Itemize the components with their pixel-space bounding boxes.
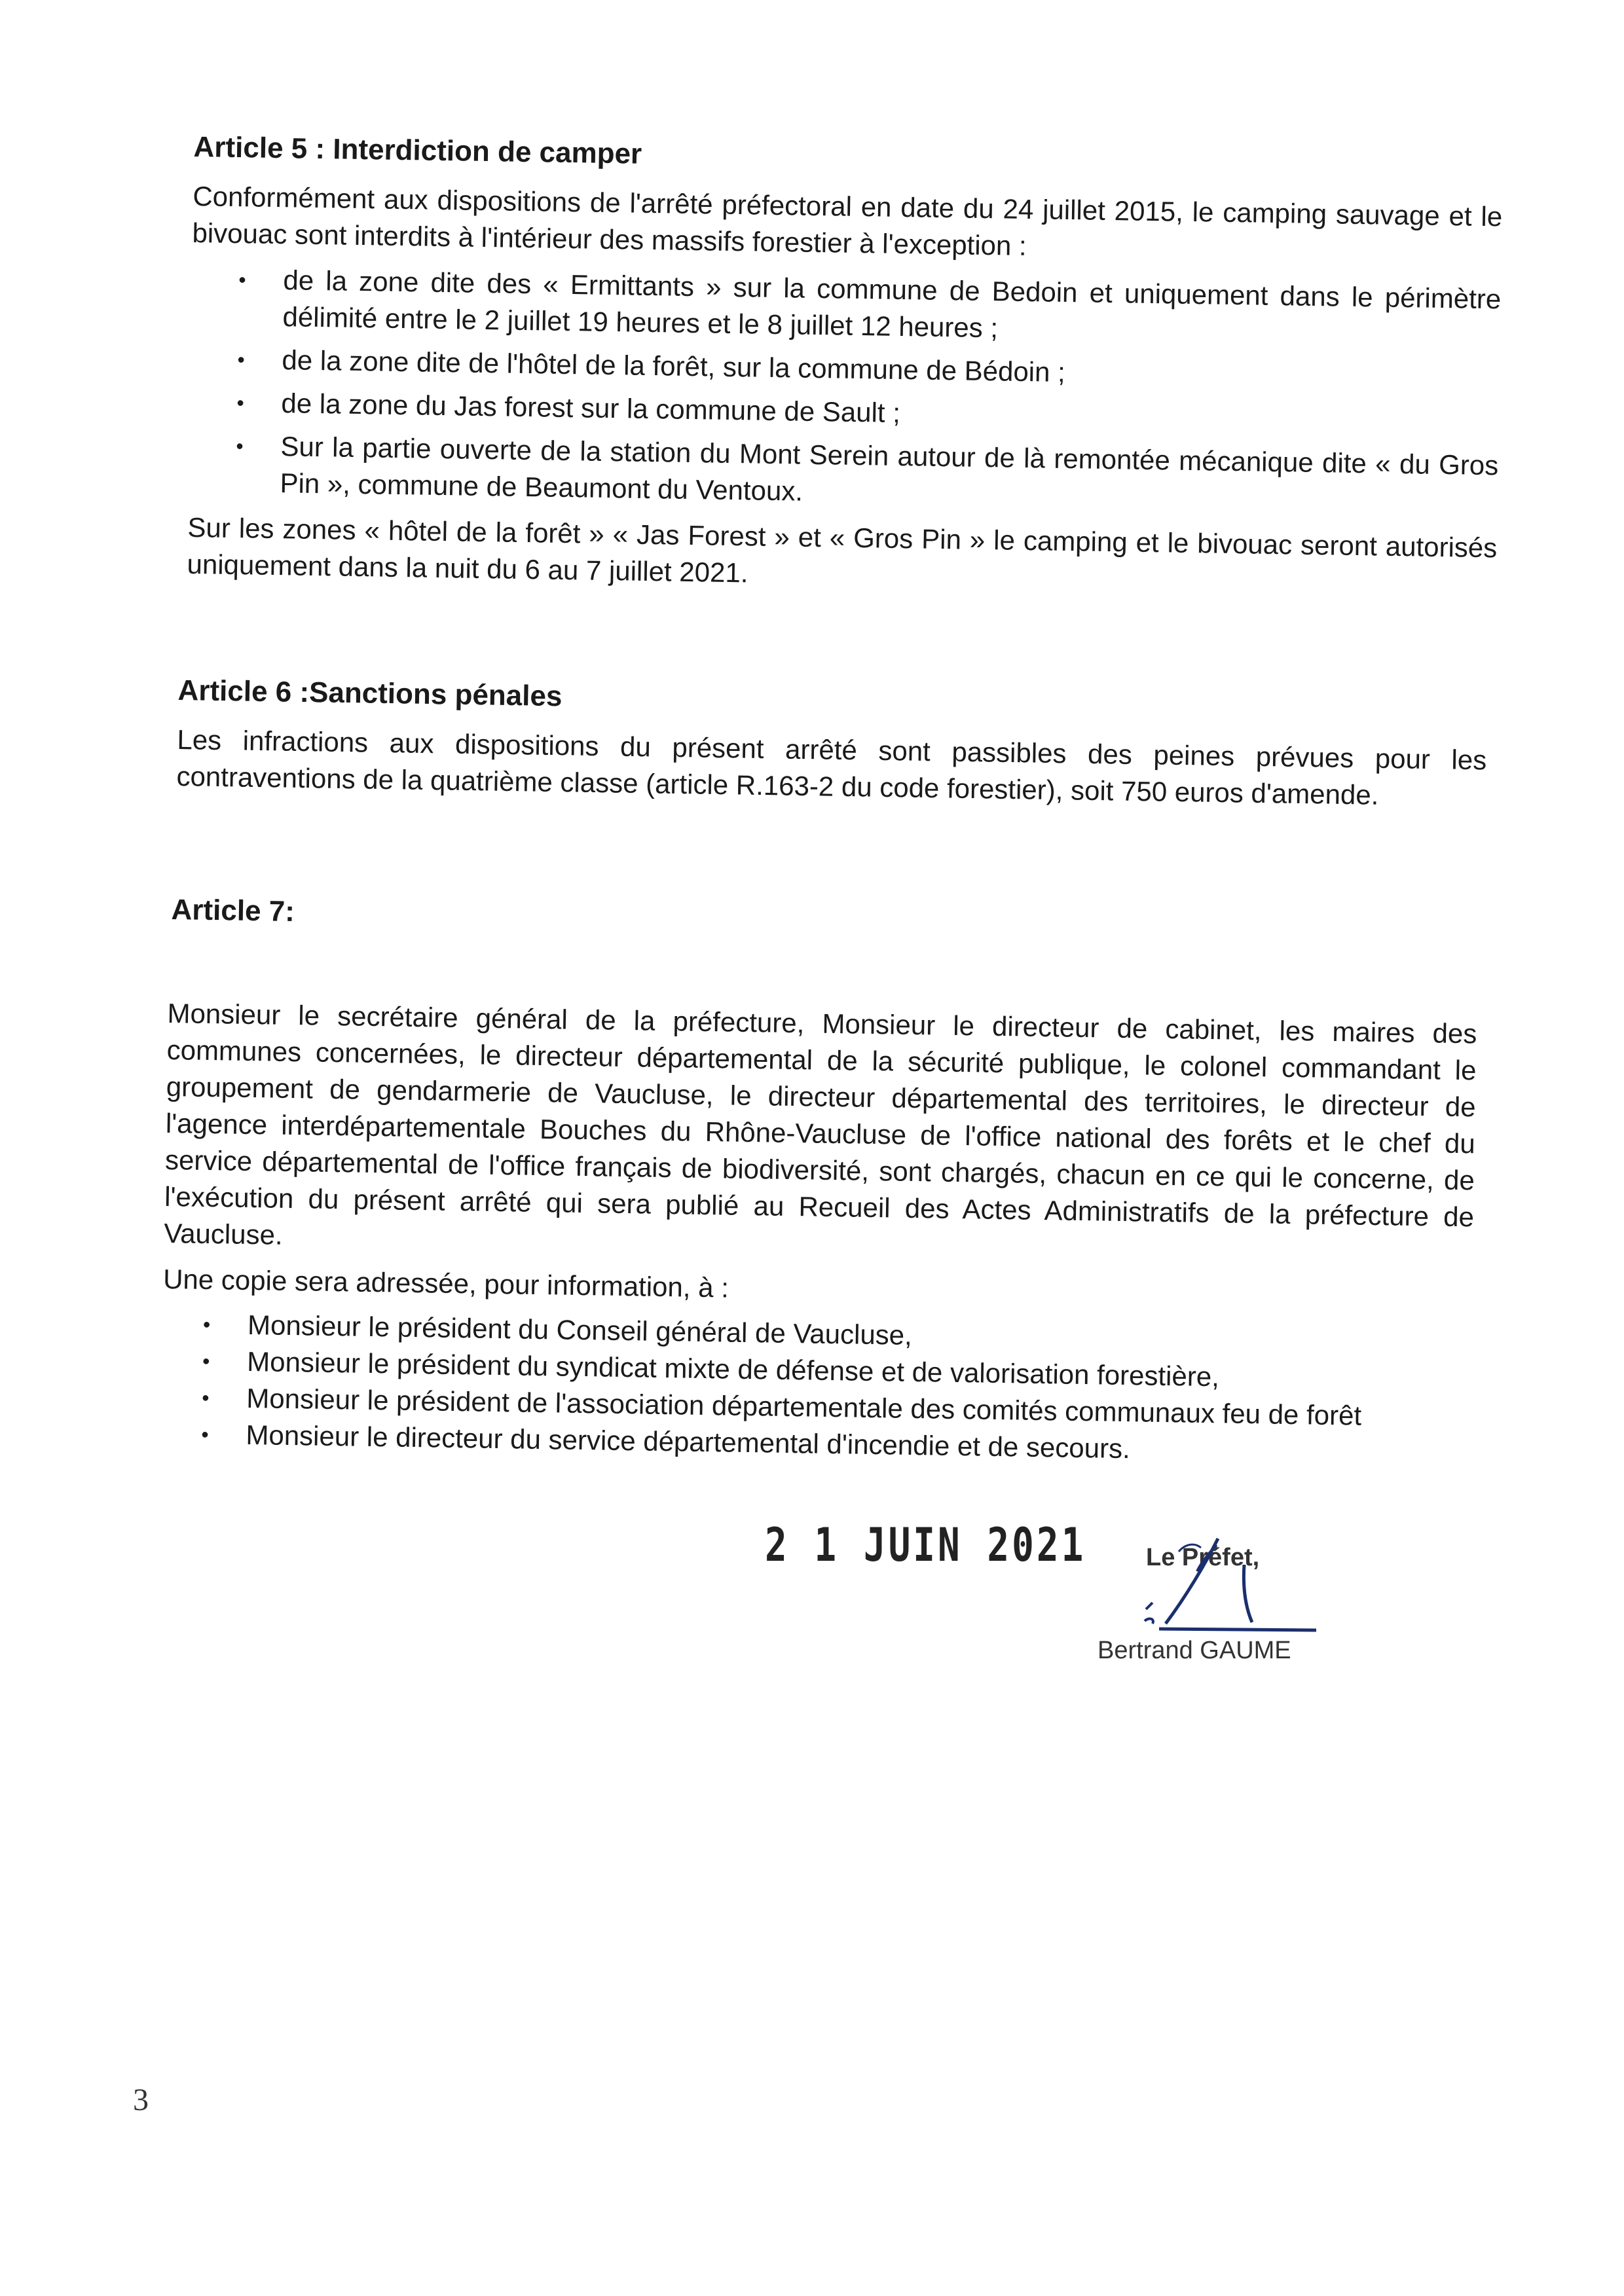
bullet-icon: • [202,1385,210,1410]
recipients-list [160,1307,1472,1471]
bullet-icon: • [238,268,246,292]
article-6-text: Les infractions aux dispositions du présent arrêté sont passibles des peines prévues pour les contraventions de la quatrième classe (article R.163-2 du code forestier), soit 750 euros d'amende. [176,723,1487,811]
list-item: • Monsieur le directeur du service départemental d'incendie et de secours. [246,1418,1471,1471]
article-6-section [176,674,1488,824]
list-item: • de la zone dite de l'hôtel de la forêt, sur la commune de Bédoin ; [282,342,1500,397]
copy-intro: Une copie sera adressée, pour information, à : [162,1263,729,1303]
date-stamp: 2 1 JUIN 2021 [765,1519,1086,1573]
list-item: • de la zone du Jas forest sur la commune de Sault ; [281,385,1500,441]
prefet-title: Le Préfet, [1146,1544,1260,1571]
bullet-icon: • [202,1349,210,1374]
article-5-intro: Conformément aux dispositions de l'arrêté préfectoral en date du 24 juillet 2015, le camping sauvage et le bivouac sont interdits à l'intérieur des massifs forestier à l'exception : [192,180,1503,261]
page-number: 3 [133,2083,149,2117]
list-item: • de la zone dite des « Ermittants » sur la commune de Bedoin et uniquement dans le périmètre délimité entre le 2 juillet 19 heures et le 8 juillet 12 heures ; [282,262,1502,354]
list-item: • Monsieur le président du syndicat mixte de défense et de valorisation forestière, [247,1345,1472,1398]
bullet-icon: • [236,434,244,458]
list-item: • Monsieur le président de l'association départementale des comités communaux feu de forêt [246,1381,1471,1434]
list-item: • Sur la partie ouverte de la station du Mont Serein autour de là remontée mécanique dite « du Gros Pin », commune de Beaumont du Ventoux. [280,428,1499,520]
signer-name: Bertrand GAUME [1098,1637,1291,1664]
signature-block [1087,1525,1375,1683]
bullet-icon: • [202,1312,211,1337]
article-6-heading: Article 6 :Sanctions pénales [177,674,563,713]
article-5-closing: Sur les zones « hôtel de la forêt » « Jas Forest » et « Gros Pin » le camping et le bivouac seront autorisés uniquement dans la nuit du 6 au 7 juillet 2021. [187,511,1498,589]
article-7-heading: Article 7: [171,894,295,928]
handwritten-signature [1139,1525,1336,1637]
article-5-heading: Article 5 : Interdiction de camper [193,131,642,170]
list-item: • Monsieur le président du Conseil général de Vaucluse, [248,1308,1473,1361]
bullet-icon: • [236,391,244,415]
bullet-icon: • [201,1422,209,1447]
article-7-section [160,995,1477,1480]
article-5-section [187,131,1504,612]
article-5-exceptions-list [188,261,1502,520]
bullet-icon: • [237,348,246,372]
article-7-heading-block [171,894,1481,961]
article-7-text: Monsieur le secrétaire général de la préfecture, Monsieur le directeur de cabinet, les maires des communes concernées, le directeur départemental de la sécurité publique, le colonel commandant le groupement de gendarmerie de Vaucluse, le directeur départemental des territoires, le directeur de l'agence interdépartementale Bouches du Rhône-Vaucluse de l'office national des forêts et le chef du service départemental de l'office français de biodiversité, sont chargés, chacun en ce qui le concerne, de l'exécution du présent arrêté qui sera publié au Recueil des Actes Administratifs de la préfecture de Vaucluse. [163,997,1477,1250]
